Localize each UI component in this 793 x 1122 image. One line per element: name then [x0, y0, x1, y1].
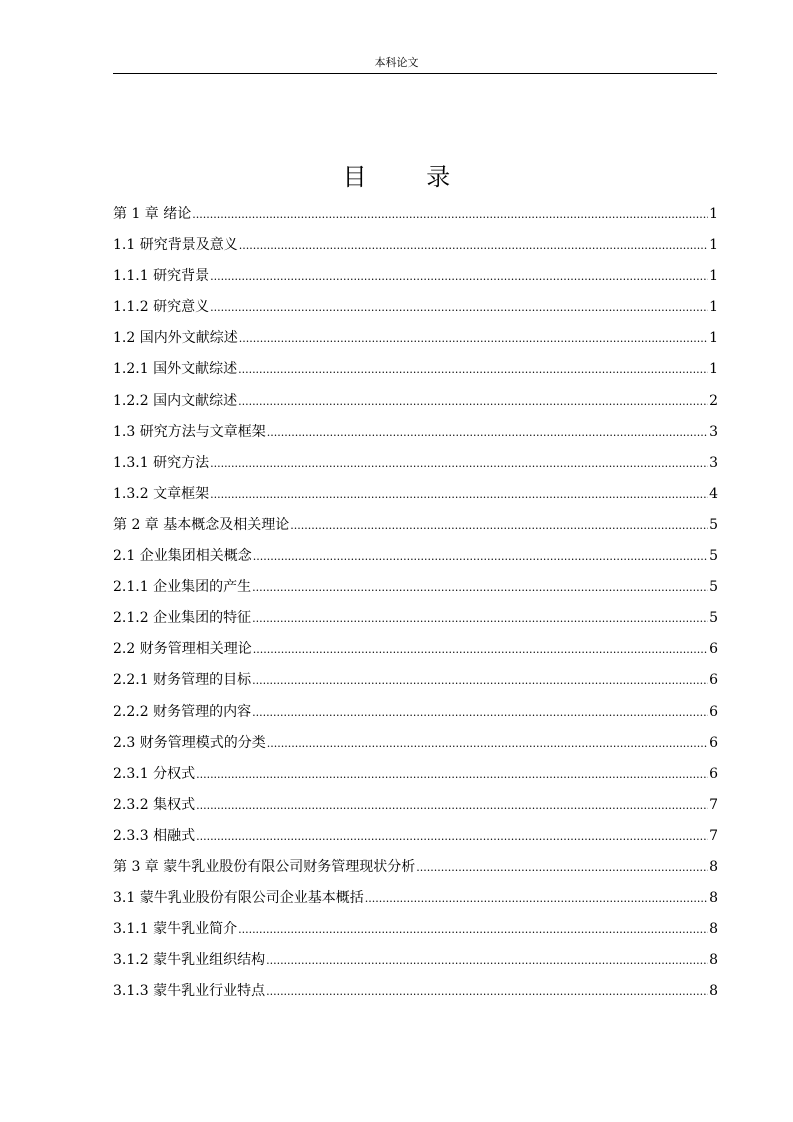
toc-entry[interactable] — [113, 790, 718, 821]
dot-leader — [252, 697, 708, 728]
dot-leader — [365, 883, 708, 914]
dot-leader — [416, 852, 708, 883]
toc-entry[interactable] — [113, 199, 718, 230]
toc-entry-page: 6 — [709, 672, 718, 689]
toc-entry-page: 1 — [709, 361, 718, 378]
toc-entry[interactable] — [113, 448, 718, 479]
toc-entry-page: 5 — [709, 548, 718, 565]
table-of-contents — [113, 199, 718, 1007]
dot-leader — [238, 386, 708, 417]
running-header: 本科论文 — [374, 56, 419, 69]
toc-entry-label: 1.3.1 研究方法 — [113, 454, 210, 471]
toc-entry[interactable] — [113, 759, 718, 790]
toc-entry[interactable] — [113, 883, 718, 914]
toc-entry[interactable] — [113, 852, 718, 883]
toc-entry-label: 2.1.2 企业集团的特征 — [113, 610, 252, 627]
toc-entry[interactable] — [113, 665, 718, 696]
dot-leader — [196, 790, 708, 821]
toc-entry[interactable] — [113, 572, 718, 603]
toc-entry[interactable] — [113, 697, 718, 728]
toc-entry[interactable] — [113, 541, 718, 572]
toc-entry-page: 1 — [709, 268, 718, 285]
dot-leader — [239, 323, 708, 354]
toc-entry-label: 2.1.1 企业集团的产生 — [113, 579, 252, 596]
toc-entry-page: 3 — [709, 454, 718, 471]
dot-leader — [210, 448, 708, 479]
toc-entry[interactable] — [113, 261, 718, 292]
dot-leader — [210, 292, 708, 323]
toc-entry[interactable] — [113, 728, 718, 759]
toc-entry[interactable] — [113, 292, 718, 323]
dot-leader — [210, 479, 708, 510]
dot-leader — [196, 759, 708, 790]
toc-entry[interactable] — [113, 386, 718, 417]
dot-leader — [239, 230, 708, 261]
toc-entry-label: 2.3.3 相融式 — [113, 827, 196, 844]
dot-leader — [267, 417, 708, 448]
toc-entry-page: 7 — [709, 796, 718, 813]
toc-entry-page: 2 — [709, 392, 718, 409]
toc-entry-label: 1.3 研究方法与文章框架 — [113, 423, 266, 440]
toc-entry-label: 2.3.2 集权式 — [113, 796, 196, 813]
toc-entry[interactable] — [113, 230, 718, 261]
toc-entry-page: 6 — [709, 765, 718, 782]
toc-entry[interactable] — [113, 510, 718, 541]
toc-entry[interactable] — [113, 417, 718, 448]
dot-leader — [238, 354, 708, 385]
toc-entry-label: 2.1 企业集团相关概念 — [113, 548, 252, 565]
toc-entry-page: 6 — [709, 734, 718, 751]
toc-entry-label: 1.1.2 研究意义 — [113, 299, 210, 316]
toc-entry-page: 8 — [709, 983, 718, 1000]
toc-entry-page: 5 — [709, 579, 718, 596]
toc-entry-page: 8 — [709, 952, 718, 969]
toc-entry-page: 5 — [709, 516, 718, 533]
dot-leader — [238, 914, 708, 945]
toc-entry[interactable] — [113, 976, 718, 1007]
toc-entry-page: 5 — [709, 610, 718, 627]
toc-entry-label: 2.3.1 分权式 — [113, 765, 196, 782]
dot-leader — [253, 541, 708, 572]
dot-leader — [252, 572, 708, 603]
toc-entry-label: 1.3.2 文章框架 — [113, 485, 210, 502]
toc-entry-label: 1.2 国内外文献综述 — [113, 330, 238, 347]
toc-entry-label: 3.1.1 蒙牛乳业简介 — [113, 921, 238, 938]
toc-entry-page: 3 — [709, 423, 718, 440]
toc-entry-label: 2.2.2 财务管理的内容 — [113, 703, 252, 720]
toc-entry-page: 8 — [709, 858, 718, 875]
toc-entry[interactable] — [113, 821, 718, 852]
toc-entry[interactable] — [113, 945, 718, 976]
toc-entry-page: 6 — [709, 703, 718, 720]
toc-entry-label: 第 3 章 蒙牛乳业股份有限公司财务管理现状分析 — [113, 858, 416, 875]
toc-entry-page: 1 — [709, 330, 718, 347]
toc-entry[interactable] — [113, 323, 718, 354]
toc-entry-label: 1.1.1 研究背景 — [113, 268, 210, 285]
toc-entry-page: 6 — [709, 641, 718, 658]
dot-leader — [290, 510, 708, 541]
dot-leader — [267, 728, 708, 759]
dot-leader — [253, 634, 708, 665]
header-rule — [113, 73, 717, 74]
toc-entry[interactable] — [113, 354, 718, 385]
toc-entry-page: 7 — [709, 827, 718, 844]
toc-entry-label: 1.2.1 国外文献综述 — [113, 361, 238, 378]
toc-entry-label: 2.2 财务管理相关理论 — [113, 641, 252, 658]
dot-leader — [266, 976, 708, 1007]
toc-entry-label: 1.1 研究背景及意义 — [113, 237, 238, 254]
dot-leader — [252, 665, 708, 696]
toc-entry-page: 8 — [709, 890, 718, 907]
toc-entry-label: 3.1.2 蒙牛乳业组织结构 — [113, 952, 266, 969]
toc-entry-label: 2.2.1 财务管理的目标 — [113, 672, 252, 689]
dot-leader — [192, 199, 708, 230]
dot-leader — [266, 945, 708, 976]
toc-entry[interactable] — [113, 914, 718, 945]
toc-entry[interactable] — [113, 603, 718, 634]
toc-entry-page: 1 — [709, 206, 718, 222]
toc-entry-label: 3.1.3 蒙牛乳业行业特点 — [113, 983, 266, 1000]
toc-entry-page: 1 — [709, 237, 718, 254]
toc-entry-label: 1.2.2 国内文献综述 — [113, 392, 238, 409]
dot-leader — [196, 821, 708, 852]
dot-leader — [210, 261, 708, 292]
toc-entry[interactable] — [113, 634, 718, 665]
toc-entry-label: 3.1 蒙牛乳业股份有限公司企业基本概括 — [113, 890, 364, 907]
toc-entry-label: 第 2 章 基本概念及相关理论 — [113, 516, 290, 533]
toc-title: 目 录 — [342, 163, 477, 191]
toc-entry-page: 1 — [709, 299, 718, 316]
toc-entry-label: 第 1 章 绪论 — [113, 206, 192, 222]
toc-entry-page: 8 — [709, 921, 718, 938]
dot-leader — [252, 603, 708, 634]
toc-entry-page: 4 — [709, 485, 718, 502]
toc-entry[interactable] — [113, 479, 718, 510]
toc-entry-label: 2.3 财务管理模式的分类 — [113, 734, 266, 751]
